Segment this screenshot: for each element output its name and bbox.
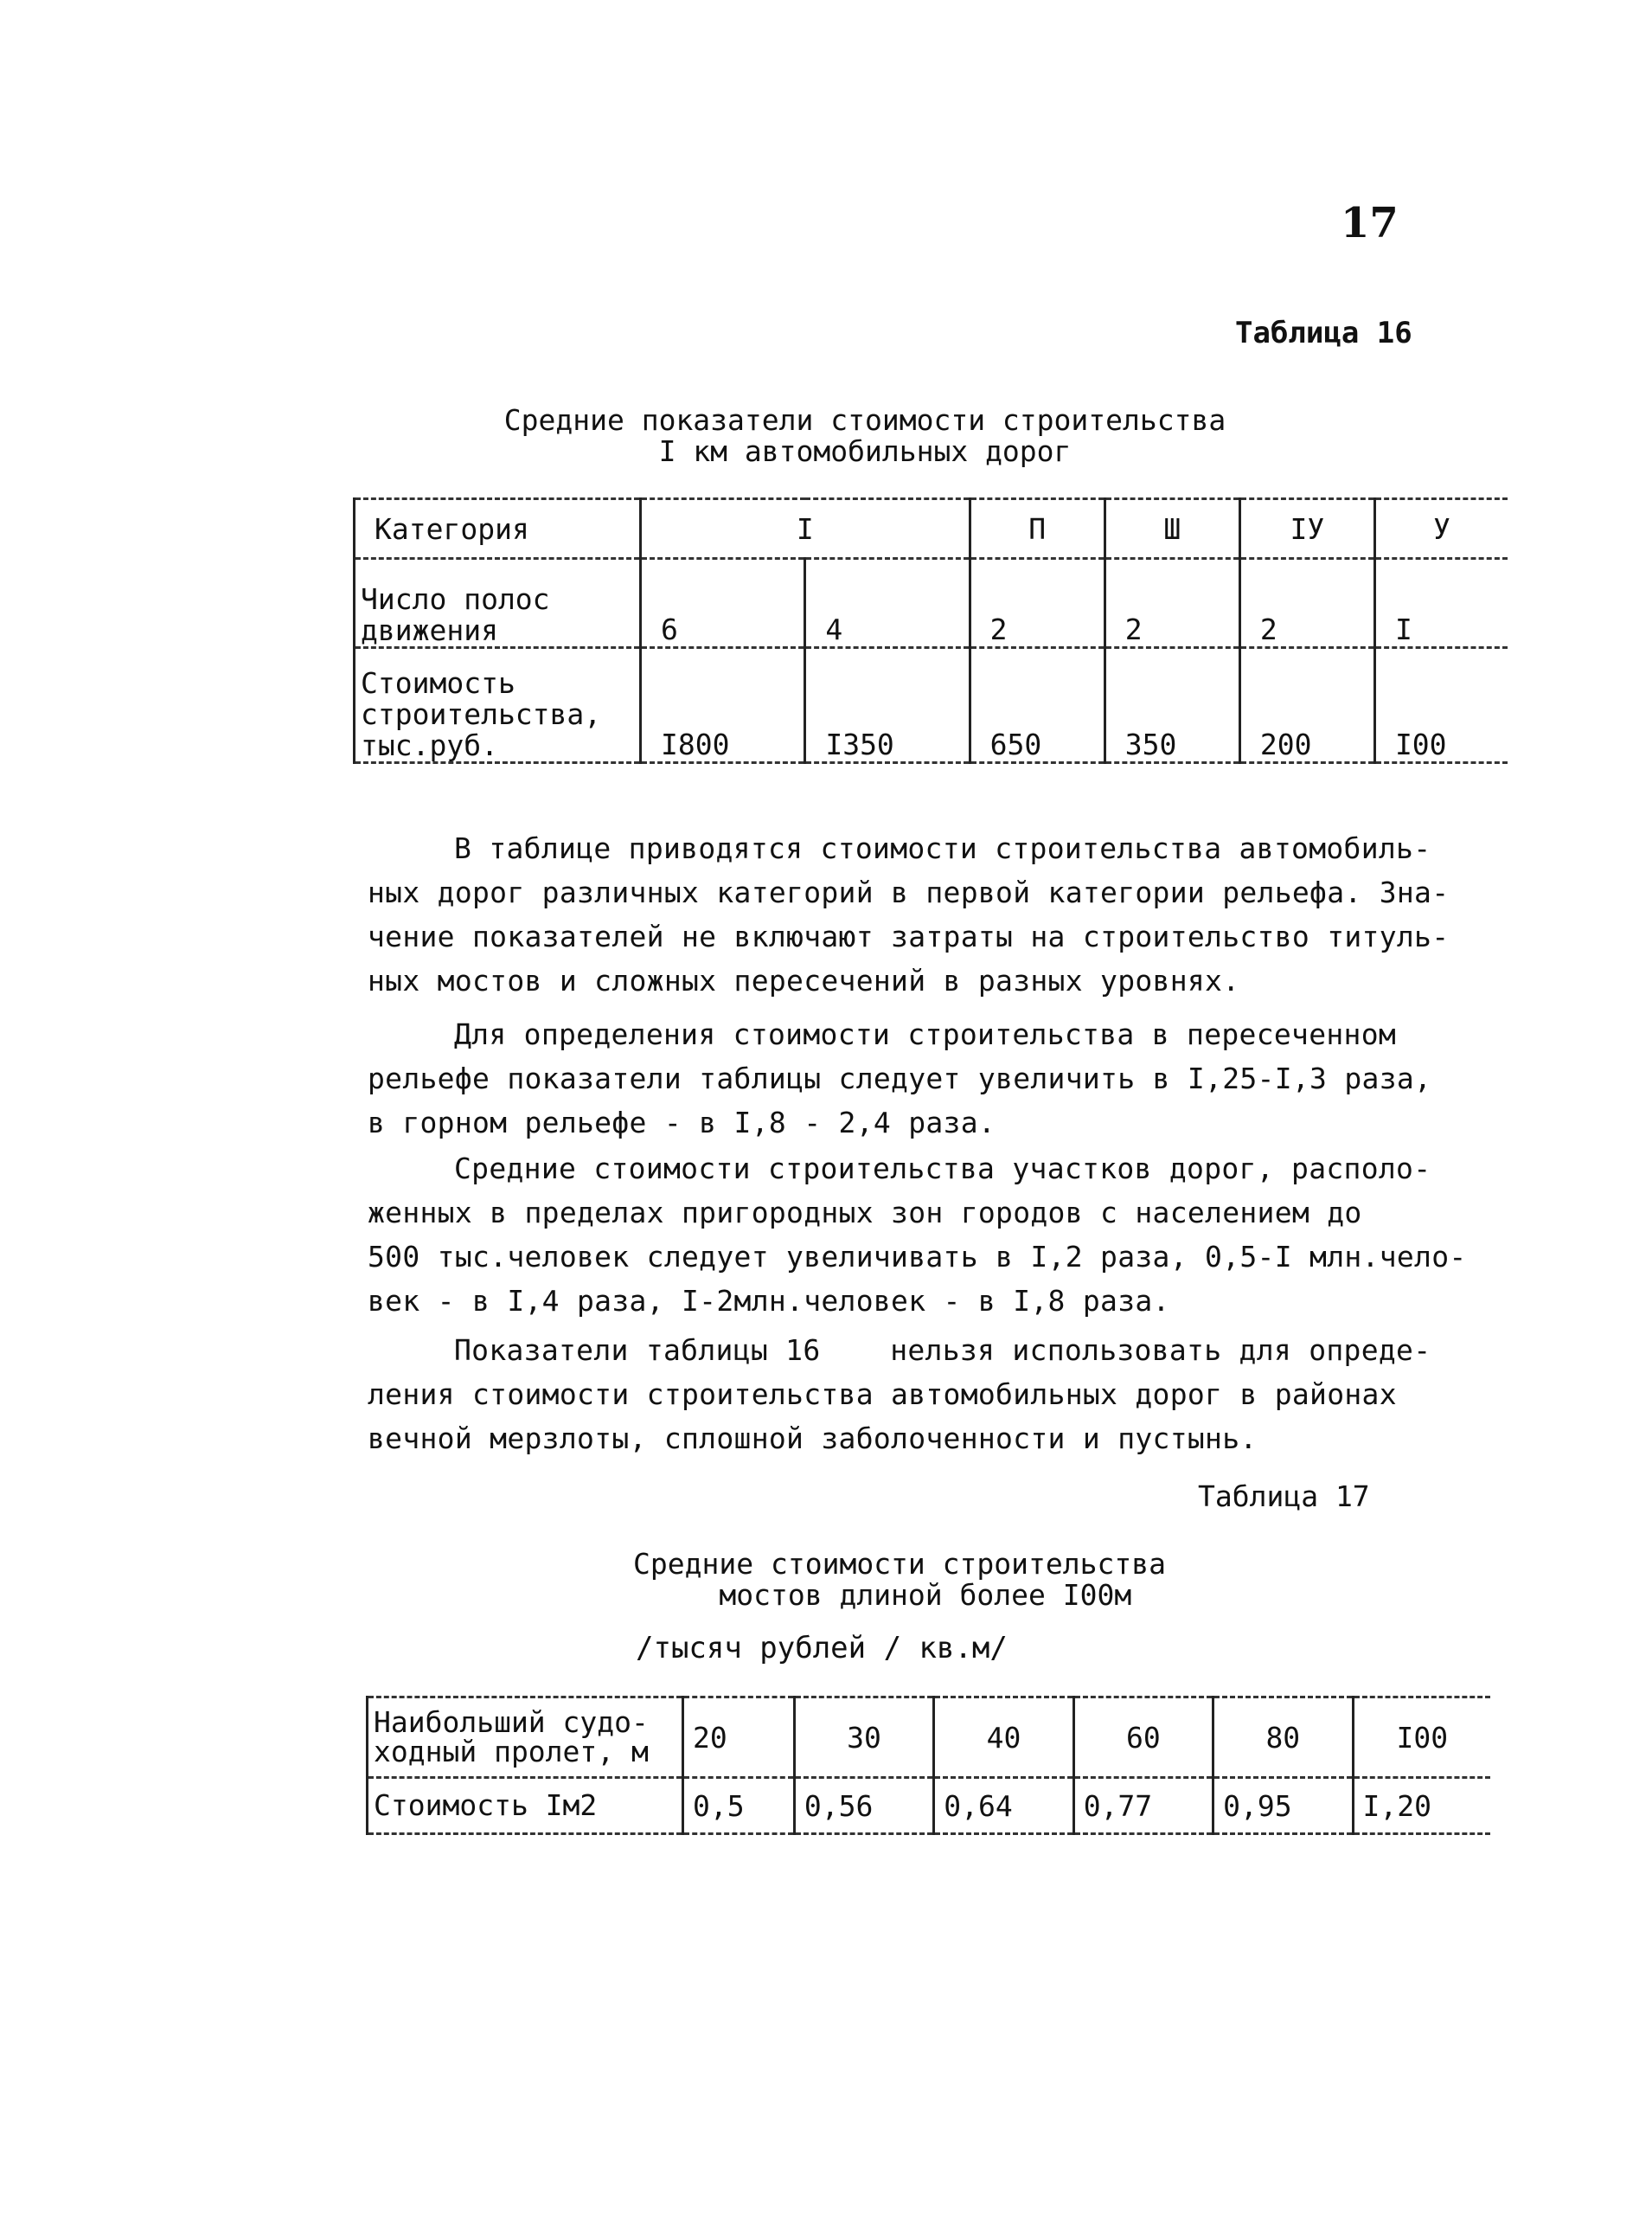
table-row <box>355 648 1508 763</box>
table-cell: 0,77 <box>1073 1778 1213 1834</box>
cost-label: Стоимость Iм2 <box>368 1778 683 1834</box>
table-cell: 40 <box>934 1697 1073 1778</box>
table-cell: I,20 <box>1353 1778 1490 1834</box>
text-line: ных дорог различных категорий в первой категории рельефа. Зна- <box>368 876 1450 909</box>
lanes-label: Число полос движения <box>355 559 641 648</box>
table-cell: 2 <box>1239 559 1374 648</box>
category-cell: Ш <box>1105 499 1239 559</box>
text-line: вечной мерзлоты, сплошной заболоченности и пустынь. <box>368 1421 1258 1455</box>
table16 <box>353 497 1508 764</box>
paragraph-3 <box>368 1146 1475 1323</box>
cost-label: Стоимость строительства, тыс.руб. <box>355 648 641 763</box>
table16-title: Средние показатели стоимости строительства I км автомобильных дорог <box>503 403 1226 468</box>
table-cell: 650 <box>970 648 1105 763</box>
text-line: женных в пределах пригородных зон городов с населением до <box>368 1196 1362 1229</box>
table-cell: 350 <box>1105 648 1239 763</box>
text-line: Показатели таблицы 16 нельзя использовать для опреде- <box>454 1333 1431 1367</box>
text-line: ления стоимости строительства автомобильных дорог в районах <box>368 1377 1397 1411</box>
span-label: Наибольший судо- ходный пролет, м <box>368 1697 683 1778</box>
text-line: ных мостов и сложных пересечений в разных уровнях. <box>368 964 1240 998</box>
table-cell: 0,64 <box>934 1778 1073 1834</box>
table17 <box>366 1696 1490 1835</box>
table-cell: 80 <box>1213 1697 1353 1778</box>
table-cell: 4 <box>805 559 970 648</box>
text-line: рельефе показатели таблицы следует увеличить в I,25-I,3 раза, <box>368 1062 1432 1095</box>
table-cell: I800 <box>641 648 805 763</box>
text-line: чение показателей не включают затраты на строительство титуль- <box>368 920 1450 953</box>
category-cell: П <box>970 499 1105 559</box>
table-cell: 200 <box>1239 648 1374 763</box>
table-cell: 60 <box>1073 1697 1213 1778</box>
paragraph-2 <box>368 1012 1475 1145</box>
table-cell: I00 <box>1374 648 1508 763</box>
text-line: 500 тыс.человек следует увеличивать в I,2 раза, 0,5-I млн.чело- <box>368 1240 1467 1274</box>
table-cell: 0,56 <box>794 1778 933 1834</box>
table-cell: I350 <box>805 648 970 763</box>
table-row <box>355 559 1508 648</box>
table-cell: 2 <box>1105 559 1239 648</box>
text-line: В таблице приводятся стоимости строительства автомобиль- <box>454 831 1431 865</box>
category-cell: У <box>1374 499 1508 559</box>
text-line: Для определения стоимости строительства в пересеченном <box>454 1017 1397 1051</box>
table-cell: I00 <box>1353 1697 1490 1778</box>
table-cell: 0,95 <box>1213 1778 1353 1834</box>
table17-unit: /тысяч рублей / кв.м/ <box>636 1631 1008 1665</box>
category-cell: IУ <box>1239 499 1374 559</box>
text-line: век - в I,4 раза, I-2млн.человек - в I,8 раза. <box>368 1284 1170 1318</box>
text-line: в горном рельефе - в I,8 - 2,4 раза. <box>368 1106 996 1139</box>
text-line: Средние стоимости строительства участков дорог, располо- <box>454 1152 1431 1185</box>
table16-label: Таблица 16 <box>1235 316 1412 350</box>
category-cell: I <box>641 499 970 559</box>
table-cell: I <box>1374 559 1508 648</box>
table-cell: 6 <box>641 559 805 648</box>
table-row <box>368 1697 1491 1778</box>
table17-label: Таблица 17 <box>1198 1479 1370 1513</box>
table17-title: Средние стоимости строительства мостов длиной более I00м <box>633 1547 1166 1612</box>
table-cell: 2 <box>970 559 1105 648</box>
paragraph-1 <box>368 826 1475 1003</box>
table-row <box>368 1778 1491 1834</box>
table-cell: 30 <box>794 1697 933 1778</box>
table-cell: 20 <box>683 1697 795 1778</box>
table-row <box>355 499 1508 559</box>
paragraph-4 <box>368 1328 1475 1460</box>
header-label: Категория <box>355 499 641 559</box>
table-cell: 0,5 <box>683 1778 795 1834</box>
page-number: 17 <box>1341 199 1399 247</box>
